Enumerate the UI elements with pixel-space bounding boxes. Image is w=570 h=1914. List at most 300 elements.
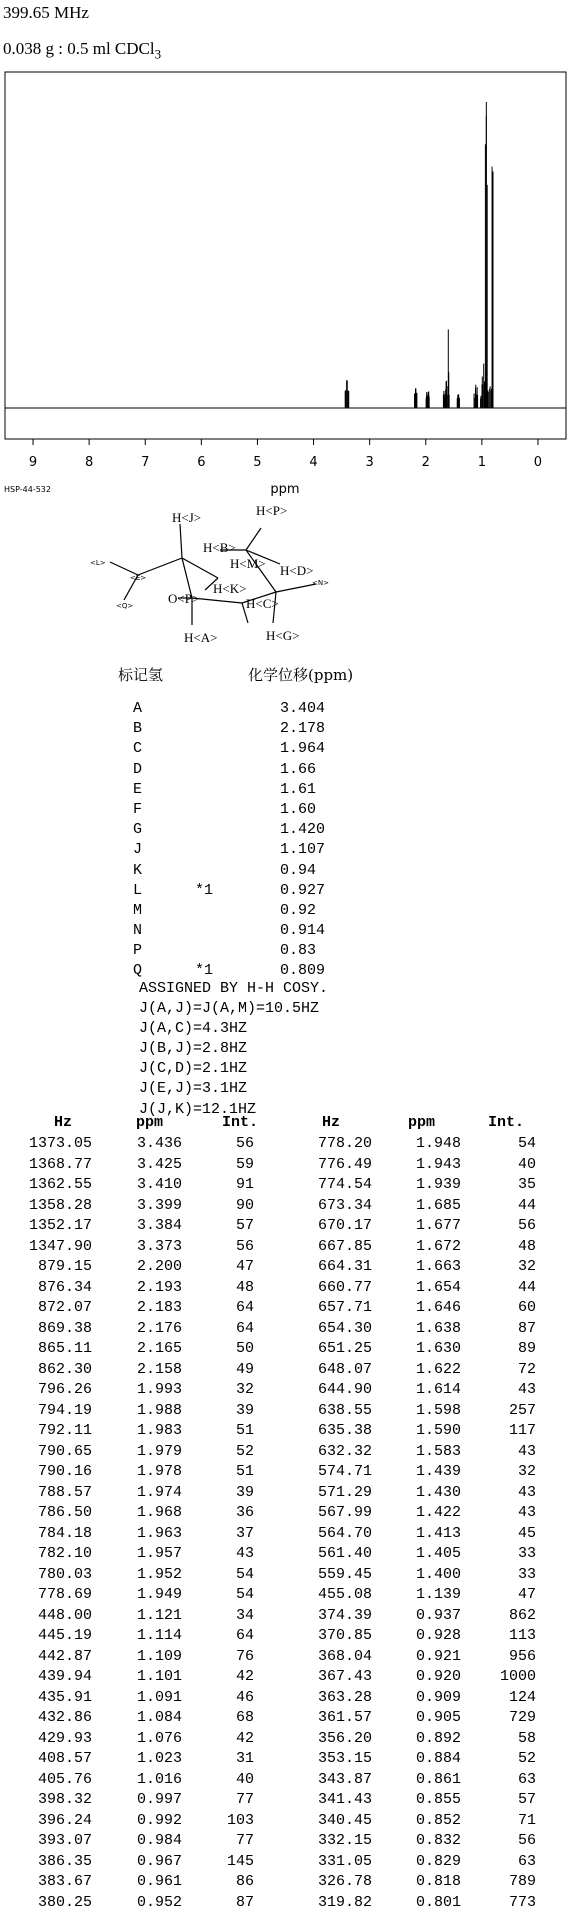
peak-table-cell: 778.69 <box>37 1586 92 1603</box>
peak-table-cell: 794.19 <box>37 1401 92 1419</box>
peak-table-cell: 64 <box>235 1299 254 1316</box>
peak-table-cell: 257 <box>508 1401 536 1419</box>
peak-table-cell: 0.992 <box>136 1811 182 1829</box>
coupling-note: J(E,J)=3.1HZ <box>139 1080 248 1098</box>
peak-table-cell: 68 <box>235 1709 254 1726</box>
peak-table-cell: 0.905 <box>415 1709 461 1726</box>
peak-table-cell: 52 <box>517 1750 536 1767</box>
peak-table-cell: 790.65 <box>37 1442 92 1460</box>
spectrum-trace <box>345 102 493 408</box>
assignment-label: B <box>133 720 143 738</box>
peak-table-cell: 43 <box>517 1381 536 1398</box>
peak-table-row <box>0 1320 570 1340</box>
peak-table-cell: 1.952 <box>136 1565 182 1583</box>
solvent-subscript: 3 <box>154 46 162 62</box>
peak-table-cell: 862 <box>508 1606 536 1624</box>
peak-table-cell: 32 <box>517 1463 536 1480</box>
peak-table-row <box>0 1750 570 1770</box>
peak-table-cell: 361.57 <box>317 1709 372 1726</box>
peak-table-cell: 1.993 <box>136 1381 182 1398</box>
peak-table-cell: 1.663 <box>415 1258 461 1275</box>
peak-table-cell: 432.86 <box>37 1709 92 1726</box>
assignment-shift: 1.107 <box>280 841 326 859</box>
assignment-label: D <box>133 760 143 778</box>
label-op: O<P> <box>168 591 200 606</box>
peak-table-cell: 1.439 <box>415 1463 461 1480</box>
peak-table-cell: 0.818 <box>415 1873 461 1890</box>
peak-table-cell: 1.948 <box>415 1135 461 1152</box>
peak-table-cell: 0.952 <box>136 1893 182 1911</box>
x-tick-label: 3 <box>365 455 374 470</box>
peak-table-cell: 0.920 <box>415 1668 461 1685</box>
assignment-row <box>133 719 493 739</box>
peak-table-row <box>0 1135 570 1155</box>
peak-table-cell: 1362.55 <box>28 1176 92 1193</box>
peak-table-cell: 51 <box>235 1463 254 1480</box>
peak-table-cell: 3.373 <box>136 1237 182 1255</box>
peak-table-cell: 862.30 <box>37 1360 92 1378</box>
peak-table-row <box>0 1340 570 1360</box>
assignment-shift: 0.809 <box>280 962 326 980</box>
label-hd: H<D> <box>280 563 314 578</box>
x-tick-label: 8 <box>85 455 94 470</box>
label-hg: H<G> <box>266 628 300 643</box>
peak-table-row <box>0 1873 570 1893</box>
peak-table-row <box>0 1832 570 1852</box>
spectrometer-frequency: 399.65 MHz <box>3 3 89 22</box>
peak-table-cell: 1.109 <box>136 1647 182 1665</box>
coupling-note: J(A,J)=J(A,M)=10.5HZ <box>139 1000 320 1018</box>
coupling-note: J(J,K)=12.1HZ <box>139 1100 257 1118</box>
label-hj: H<J> <box>172 510 202 525</box>
peak-table-row <box>0 1197 570 1217</box>
peak-table-cell: 1.638 <box>415 1319 461 1337</box>
peak-table-cell: 3.399 <box>136 1196 182 1214</box>
peak-table-cell: 1000 <box>499 1668 536 1685</box>
peak-table-cell: 77 <box>235 1791 254 1808</box>
peak-table-cell: 784.18 <box>37 1524 92 1542</box>
peak-table-cell: 2.158 <box>136 1360 182 1378</box>
peak-table-cell: 780.03 <box>37 1565 92 1583</box>
peak-table-row <box>0 1791 570 1811</box>
peak-table-cell: 87 <box>517 1319 536 1337</box>
peak-table-cell: 1.974 <box>136 1483 182 1501</box>
peak-table-row <box>0 1812 570 1832</box>
peak-table-cell: 87 <box>235 1893 254 1911</box>
sample-id: HSP-44-532 <box>4 485 51 494</box>
peak-table-row <box>0 1238 570 1258</box>
peak-table-cell: 1.430 <box>415 1483 461 1501</box>
peak-table-cell: 89 <box>517 1340 536 1357</box>
peak-table-cell: 117 <box>508 1422 536 1439</box>
peak-table-cell: 31 <box>235 1750 254 1767</box>
peak-table-cell: 2.193 <box>136 1278 182 1296</box>
assignment-label: F <box>133 800 143 818</box>
peak-table-row <box>0 1709 570 1729</box>
peak-table-cell: 57 <box>235 1217 254 1234</box>
peak-table-cell: 1.949 <box>136 1586 182 1603</box>
assignment-row <box>133 820 493 840</box>
label-ha: H<A> <box>184 630 218 645</box>
peak-table-cell: 405.76 <box>37 1770 92 1788</box>
assignment-shift: 2.178 <box>280 720 326 738</box>
peak-table-cell: 1.076 <box>136 1729 182 1747</box>
peak-table-cell: 651.25 <box>317 1340 372 1357</box>
peak-table-header: ppm <box>408 1114 436 1131</box>
label-hc: H<C> <box>246 596 279 611</box>
peak-table-cell: 33 <box>517 1545 536 1562</box>
peak-table-row <box>0 1402 570 1422</box>
peak-table-cell: 1.084 <box>136 1709 182 1726</box>
x-tick-label: 5 <box>253 455 262 470</box>
peak-table-cell: 90 <box>235 1196 254 1214</box>
peak-table-row <box>0 1361 570 1381</box>
peak-table-cell: 71 <box>517 1811 536 1829</box>
label-e: <E> <box>130 574 147 582</box>
coupling-note: J(C,D)=2.1HZ <box>139 1060 248 1078</box>
peak-table-cell: 670.17 <box>317 1217 372 1234</box>
peak-table-cell: 43 <box>517 1483 536 1501</box>
peak-table-cell: 1.685 <box>415 1196 461 1214</box>
peak-table-cell: 1.590 <box>415 1422 461 1439</box>
peak-table-header: ppm <box>136 1114 164 1131</box>
peak-table-cell: 1.023 <box>136 1750 182 1767</box>
peak-table-cell: 3.410 <box>136 1176 182 1193</box>
label-hm: H<M> <box>230 556 266 571</box>
peak-table-cell: 2.183 <box>136 1299 182 1316</box>
assignment-label: P <box>133 942 143 960</box>
assignment-shift: 1.66 <box>280 760 317 778</box>
peak-table-cell: 0.855 <box>415 1791 461 1808</box>
peak-table-cell: 778.20 <box>317 1135 372 1152</box>
peak-table-row <box>0 1853 570 1873</box>
x-tick-label: 1 <box>477 455 486 470</box>
peak-table-cell: 0.921 <box>415 1647 461 1665</box>
peak-table-row <box>0 1689 570 1709</box>
peak-table-cell: 57 <box>517 1791 536 1808</box>
peak-table-cell: 1.646 <box>415 1299 461 1316</box>
peak-table-cell: 0.829 <box>415 1852 461 1870</box>
peak-table-cell: 46 <box>235 1688 254 1706</box>
assignment-row <box>133 861 493 881</box>
peak-table-cell: 54 <box>235 1565 254 1583</box>
peak-table-row <box>0 1176 570 1196</box>
peak-table-cell: 1.405 <box>415 1545 461 1562</box>
peak-table-cell: 48 <box>517 1237 536 1255</box>
molecular-structure <box>80 480 380 665</box>
peak-table-row <box>0 1894 570 1914</box>
peak-table-cell: 91 <box>235 1176 254 1193</box>
x-axis-unit: ppm <box>270 482 300 497</box>
peak-table-cell: 792.11 <box>37 1422 92 1439</box>
peak-table-row <box>0 1648 570 1668</box>
peak-table-cell: 796.26 <box>37 1381 92 1398</box>
peak-table-cell: 455.08 <box>317 1586 372 1603</box>
peak-table-cell: 398.32 <box>37 1791 92 1808</box>
peak-table-cell: 39 <box>235 1401 254 1419</box>
assignment-row <box>133 800 493 820</box>
peak-table-row <box>0 1156 570 1176</box>
peak-table-row <box>0 1463 570 1483</box>
assignment-label: C <box>133 740 143 758</box>
peak-table-cell: 49 <box>235 1360 254 1378</box>
assignment-shift: 0.927 <box>280 881 326 899</box>
label-hp: H<P> <box>256 503 288 518</box>
peak-table-cell: 0.832 <box>415 1832 461 1849</box>
peak-table-cell: 1.400 <box>415 1565 461 1583</box>
peak-table-cell: 429.93 <box>37 1729 92 1747</box>
peak-table-cell: 36 <box>235 1504 254 1521</box>
assignment-shift: 0.83 <box>280 942 317 960</box>
x-tick-label: 2 <box>421 455 430 470</box>
peak-table-cell: 790.16 <box>37 1463 92 1480</box>
peak-table-cell: 872.07 <box>37 1299 92 1316</box>
peak-table-cell: 3.384 <box>136 1217 182 1234</box>
peak-table-cell: 40 <box>517 1155 536 1173</box>
peak-table-cell: 383.67 <box>37 1873 92 1890</box>
peak-table-cell: 393.07 <box>37 1832 92 1849</box>
peak-table-cell: 77 <box>235 1832 254 1849</box>
peak-table-cell: 1.139 <box>415 1586 461 1603</box>
peak-table-cell: 103 <box>226 1811 254 1829</box>
peak-table-cell: 367.43 <box>317 1668 372 1685</box>
peak-table-cell: 42 <box>235 1668 254 1685</box>
peak-table-cell: 47 <box>517 1586 536 1603</box>
peak-table-cell: 32 <box>235 1381 254 1398</box>
peak-table-cell: 331.05 <box>317 1852 372 1870</box>
peak-table-cell: 439.94 <box>37 1668 92 1685</box>
peak-table-cell: 1.654 <box>415 1278 461 1296</box>
assignment-row <box>133 901 493 921</box>
peak-table-row <box>0 1217 570 1237</box>
assignment-shift: 0.94 <box>280 861 317 879</box>
peak-table-cell: 43 <box>235 1545 254 1562</box>
peak-table-cell: 374.39 <box>317 1606 372 1624</box>
peak-table-cell: 956 <box>508 1647 536 1665</box>
assignment-label: J <box>133 841 143 859</box>
assignment-row <box>133 780 493 800</box>
peak-table-row <box>0 1525 570 1545</box>
peak-table-row <box>0 1422 570 1442</box>
peak-table-cell: 571.29 <box>317 1483 372 1501</box>
label-n: <N> <box>312 579 329 587</box>
peak-table-cell: 1.016 <box>136 1770 182 1788</box>
peak-table-cell: 63 <box>517 1852 536 1870</box>
peak-table-header: Hz <box>322 1114 341 1131</box>
peak-table-cell: 32 <box>517 1258 536 1275</box>
peak-table-cell: 40 <box>235 1770 254 1788</box>
peak-table-cell: 865.11 <box>37 1340 92 1357</box>
peak-table-row <box>0 1381 570 1401</box>
label-hb: H<B> <box>203 540 236 555</box>
peak-table-cell: 1.422 <box>415 1504 461 1521</box>
peak-table-cell: 44 <box>517 1278 536 1296</box>
label-q: <Q> <box>116 602 134 610</box>
peak-table-cell: 657.71 <box>317 1299 372 1316</box>
peak-table-cell: 786.50 <box>37 1504 92 1521</box>
assignment-row <box>133 699 493 719</box>
peak-table-cell: 0.928 <box>415 1627 461 1644</box>
peak-table-cell: 52 <box>235 1442 254 1460</box>
assignment-label: N <box>133 922 143 940</box>
x-tick-label: 4 <box>309 455 318 470</box>
x-tick-label: 0 <box>533 455 543 470</box>
peak-table-cell: 43 <box>517 1442 536 1460</box>
peak-table-cell: 0.909 <box>415 1688 461 1706</box>
peak-table-cell: 1.939 <box>415 1176 461 1193</box>
peak-table-cell: 408.57 <box>37 1750 92 1767</box>
peak-table-cell: 0.861 <box>415 1770 461 1788</box>
peak-table-cell: 2.200 <box>136 1258 182 1275</box>
peak-table-cell: 567.99 <box>317 1504 372 1521</box>
peak-table-cell: 654.30 <box>317 1319 372 1337</box>
peak-table-header: Int. <box>222 1114 259 1131</box>
peak-table-cell: 1.121 <box>136 1606 182 1624</box>
peak-table-cell: 0.961 <box>136 1873 182 1890</box>
peak-table-cell: 648.07 <box>317 1360 372 1378</box>
peak-table-cell: 442.87 <box>37 1647 92 1665</box>
peak-table-cell: 773 <box>508 1893 536 1911</box>
coupling-note: J(B,J)=2.8HZ <box>139 1040 248 1058</box>
assignment-label: M <box>133 901 143 919</box>
peak-table-cell: 1373.05 <box>28 1135 92 1152</box>
peak-table-cell: 341.43 <box>317 1791 372 1808</box>
peak-table-cell: 0.801 <box>415 1893 461 1911</box>
peak-table-cell: 43 <box>517 1504 536 1521</box>
assignment-label: K <box>133 861 143 879</box>
peak-table-cell: 774.54 <box>317 1176 372 1193</box>
assignment-row <box>133 760 493 780</box>
peak-table-cell: 673.34 <box>317 1196 372 1214</box>
assignment-note: *1 <box>195 881 214 899</box>
peak-table-cell: 0.997 <box>136 1791 182 1808</box>
peak-table-cell: 326.78 <box>317 1873 372 1890</box>
peak-table-cell: 782.10 <box>37 1545 92 1562</box>
peak-table-cell: 1.114 <box>136 1627 182 1644</box>
peak-table-cell: 869.38 <box>37 1319 92 1337</box>
peak-table-cell: 64 <box>235 1319 254 1337</box>
peak-table-row <box>0 1771 570 1791</box>
assignment-table <box>133 699 493 982</box>
peak-table-cell: 1.598 <box>415 1401 461 1419</box>
peak-table-row <box>0 1299 570 1319</box>
peak-table-cell: 776.49 <box>317 1155 372 1173</box>
peak-table-cell: 876.34 <box>37 1278 92 1296</box>
peak-table-cell: 1.983 <box>136 1422 182 1439</box>
peak-table-row <box>0 1504 570 1524</box>
peak-table-cell: 56 <box>235 1237 254 1255</box>
label-l: <L> <box>90 559 106 567</box>
assignment-label: E <box>133 780 143 798</box>
peak-table-cell: 2.165 <box>136 1340 182 1357</box>
peak-table-cell: 788.57 <box>37 1483 92 1501</box>
peak-table-cell: 47 <box>235 1258 254 1275</box>
peak-table-cell: 3.436 <box>136 1135 182 1152</box>
peak-table-cell: 0.892 <box>415 1729 461 1747</box>
peak-table-cell: 51 <box>235 1422 254 1439</box>
peak-table-row <box>0 1545 570 1565</box>
peak-table-cell: 435.91 <box>37 1688 92 1706</box>
peak-table-cell: 0.984 <box>136 1832 182 1849</box>
peak-table-row <box>0 1443 570 1463</box>
assignment-shift: 0.914 <box>280 922 326 940</box>
label-hk: H<K> <box>213 581 247 596</box>
peak-table-cell: 380.25 <box>37 1893 92 1911</box>
peak-table-cell: 789 <box>508 1873 536 1890</box>
peak-table-row <box>0 1730 570 1750</box>
peak-table-cell: 1.677 <box>415 1217 461 1234</box>
peak-table-header: Hz <box>54 1114 73 1131</box>
peak-table-cell: 386.35 <box>37 1852 92 1870</box>
assignment-label: G <box>133 821 143 839</box>
peak-table-cell: 54 <box>235 1586 254 1603</box>
x-tick-label: 6 <box>197 455 206 470</box>
peak-table-cell: 644.90 <box>317 1381 372 1398</box>
peak-table-cell: 664.31 <box>317 1258 372 1275</box>
assignment-shift: 1.60 <box>280 800 317 818</box>
peak-table-cell: 1.091 <box>136 1688 182 1706</box>
assignment-label: Q <box>133 962 143 980</box>
assignment-note: *1 <box>195 962 214 980</box>
peak-table-cell: 564.70 <box>317 1524 372 1542</box>
peak-table-cell: 1358.28 <box>28 1196 92 1214</box>
assignment-row <box>133 941 493 961</box>
assignment-shift: 0.92 <box>280 901 317 919</box>
peak-table-row <box>0 1586 570 1606</box>
x-tick-label: 7 <box>141 455 150 470</box>
assignment-label: L <box>133 881 143 899</box>
peak-table-cell: 64 <box>235 1627 254 1644</box>
peak-table-cell: 45 <box>517 1524 536 1542</box>
peak-table-row <box>0 1607 570 1627</box>
peak-table-cell: 1.979 <box>136 1442 182 1460</box>
peak-table-cell: 561.40 <box>317 1545 372 1562</box>
peak-table-cell: 396.24 <box>37 1811 92 1829</box>
peak-table-cell: 353.15 <box>317 1750 372 1767</box>
peak-table-cell: 59 <box>235 1155 254 1173</box>
assignment-row <box>133 881 493 901</box>
peak-table-cell: 54 <box>517 1135 536 1152</box>
peak-table-cell: 0.852 <box>415 1811 461 1829</box>
assignment-shift: 3.404 <box>280 700 326 717</box>
peak-table-cell: 370.85 <box>317 1627 372 1644</box>
peak-table-cell: 124 <box>508 1688 536 1706</box>
peak-table-cell: 363.28 <box>317 1688 372 1706</box>
peak-table-cell: 660.77 <box>317 1278 372 1296</box>
assignment-shift: 1.420 <box>280 821 326 839</box>
peak-table-cell: 1.583 <box>415 1442 461 1460</box>
peak-table-cell: 1.622 <box>415 1360 461 1378</box>
peak-table-row <box>0 1258 570 1278</box>
peak-table-cell: 667.85 <box>317 1237 372 1255</box>
peak-table-cell: 340.45 <box>317 1811 372 1829</box>
peak-table-cell: 50 <box>235 1340 254 1357</box>
assignment-row <box>133 840 493 860</box>
peak-table-cell: 34 <box>235 1606 254 1624</box>
peak-table-cell: 58 <box>517 1729 536 1747</box>
peak-table-cell: 2.176 <box>136 1319 182 1337</box>
peak-table-cell: 42 <box>235 1729 254 1747</box>
assignment-row <box>133 921 493 941</box>
peak-table-cell: 1.957 <box>136 1545 182 1562</box>
peak-table-cell: 1.672 <box>415 1237 461 1255</box>
peak-table-cell: 1347.90 <box>28 1237 92 1255</box>
peak-table-cell: 35 <box>517 1176 536 1193</box>
peak-table-cell: 574.71 <box>317 1463 372 1480</box>
peak-table-row <box>0 1668 570 1688</box>
peak-table-cell: 632.32 <box>317 1442 372 1460</box>
peak-table-cell: 729 <box>508 1709 536 1726</box>
